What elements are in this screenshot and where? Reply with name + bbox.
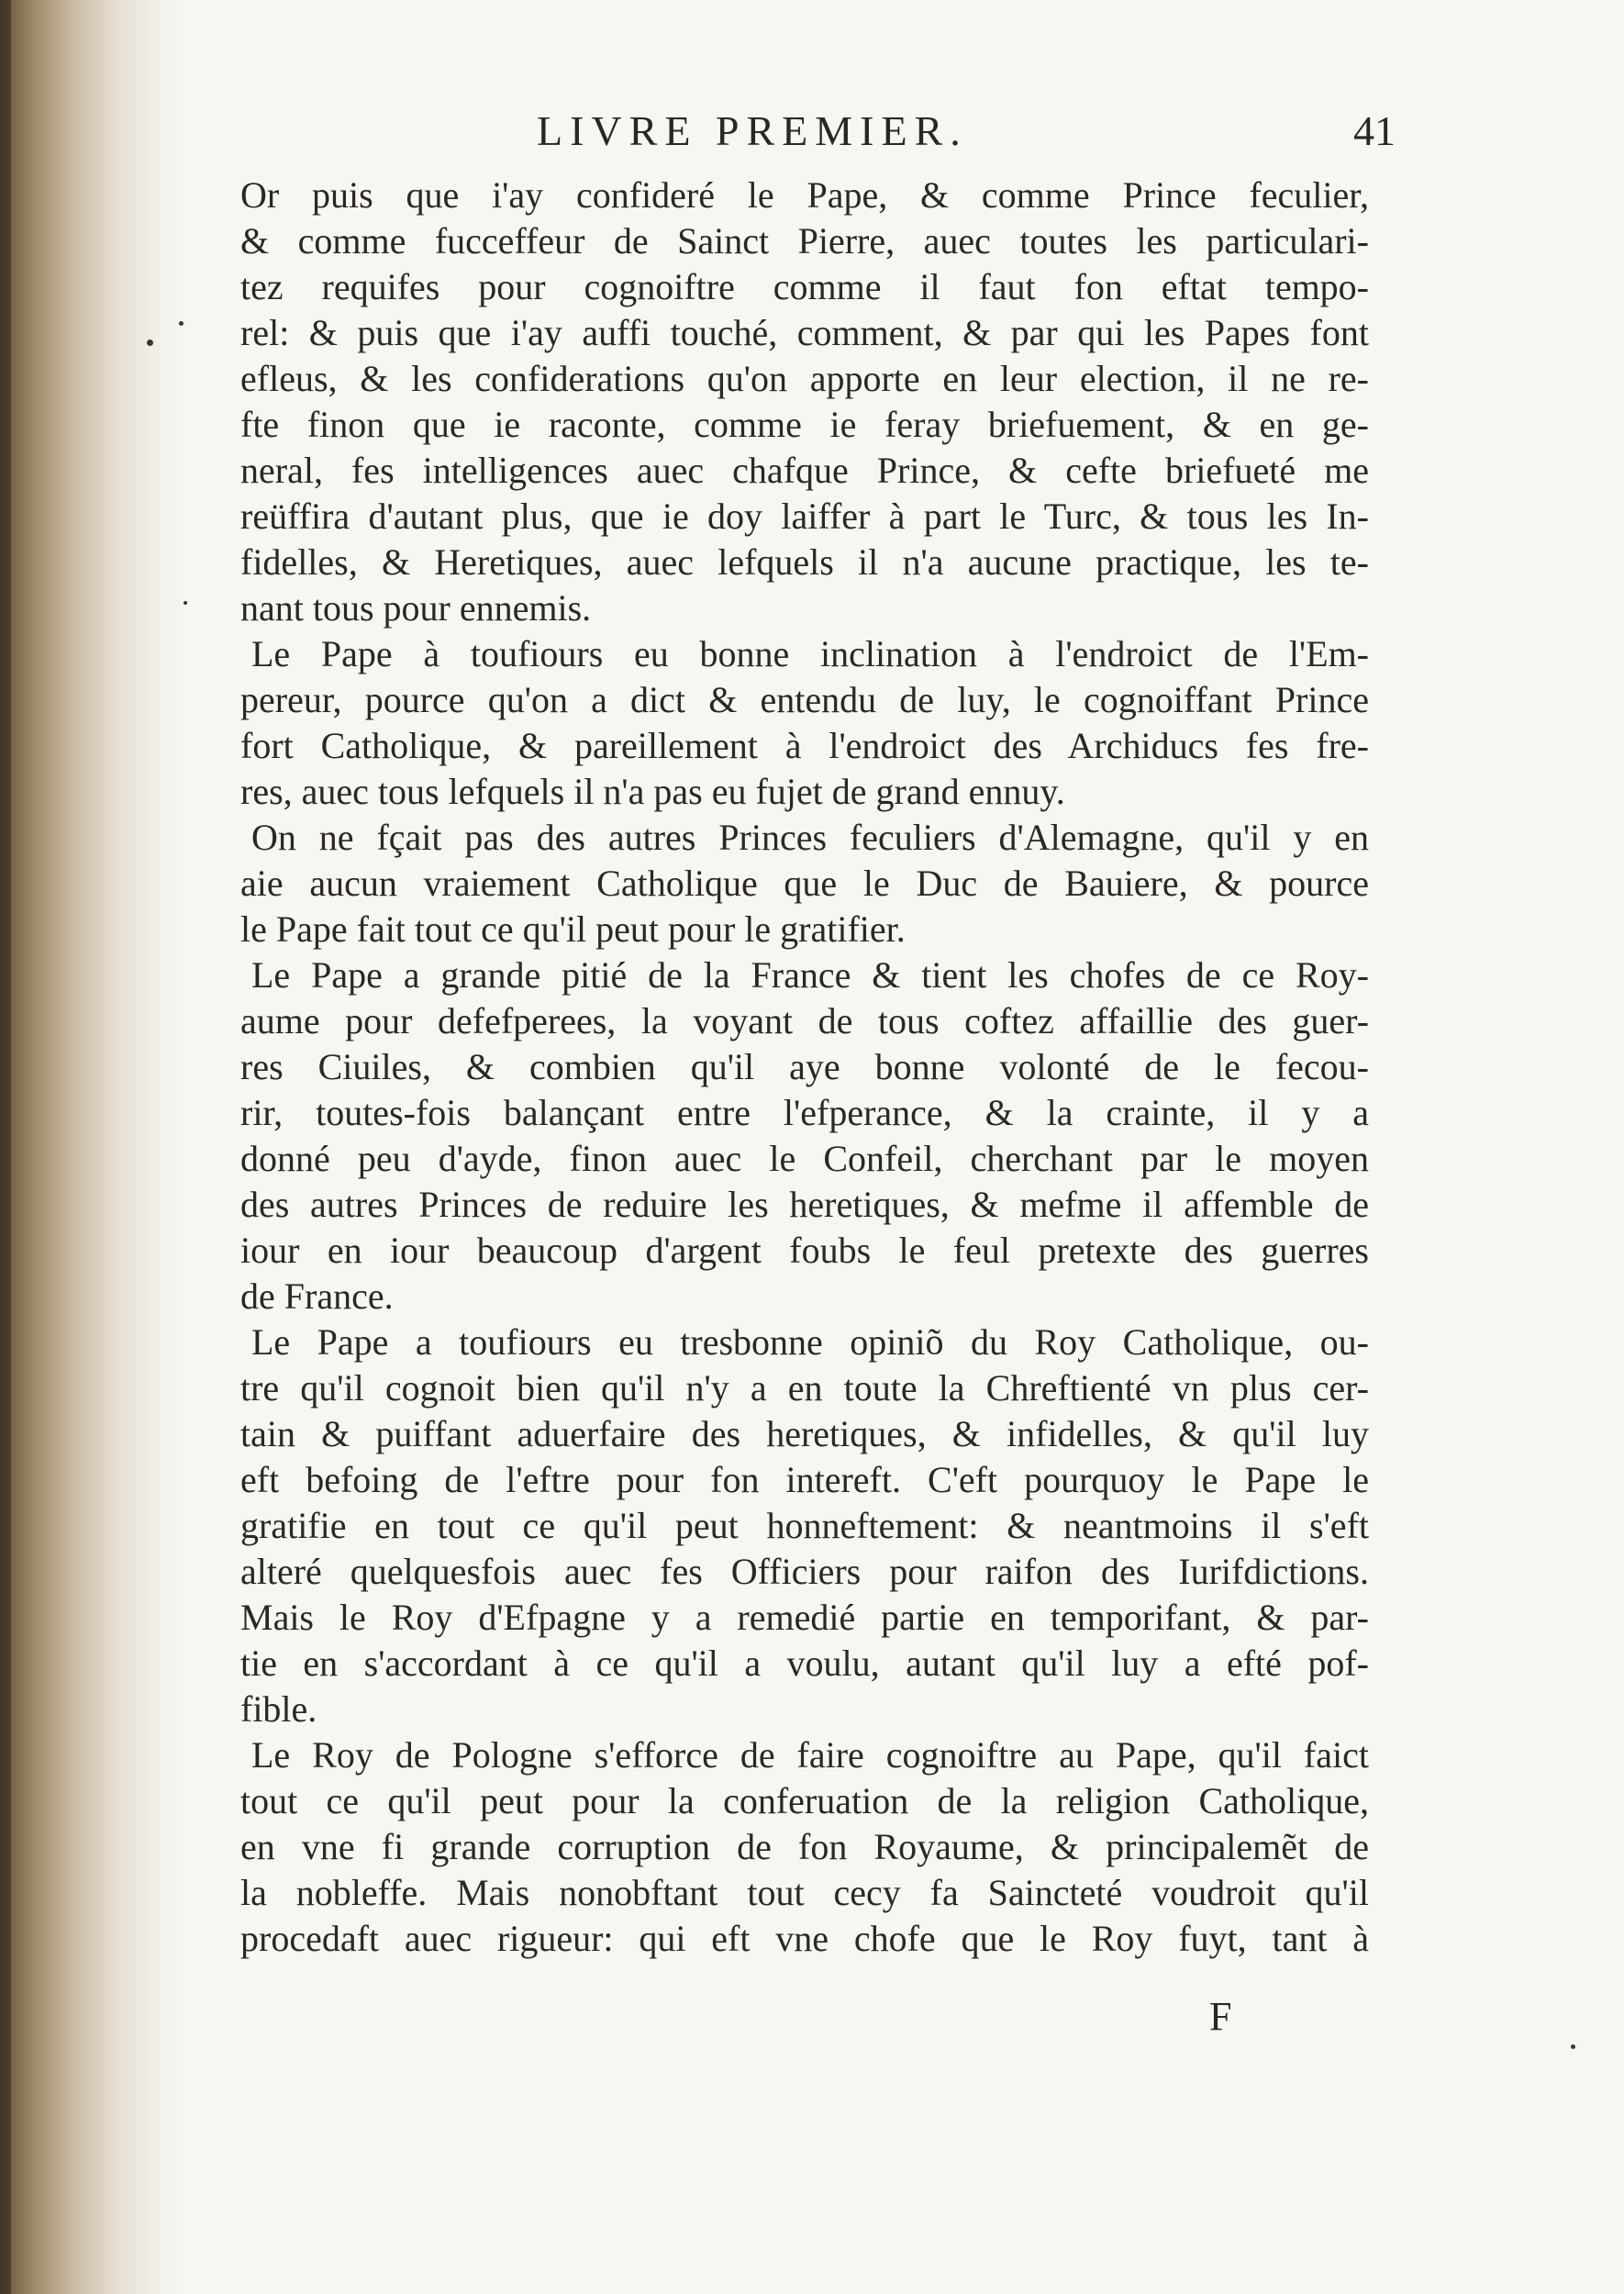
text-line: gratifie en tout ce qu'il peut honneftement: & neantmoins il s'eft <box>240 1505 1369 1546</box>
text-line: On ne fçait pas des autres Princes feculiers d'Alemagne, qu'il y en <box>251 817 1369 858</box>
text-line: rel: & puis que i'ay auffi touché, comment, & par qui les Papes font <box>240 312 1369 353</box>
text-line: efleus, & les confiderations qu'on apporte en leur election, il ne re- <box>240 358 1369 399</box>
text-line: procedaft auec rigueur: qui eft vne chofe que le Roy fuyt, tant à <box>240 1918 1369 1959</box>
text-line: fible. <box>240 1688 317 1730</box>
text-line: Or puis que i'ay confideré le Pape, & comme Prince feculier, <box>240 174 1369 216</box>
text-line: Le Pape a grande pitié de la France & tient les chofes de ce Roy- <box>251 954 1369 996</box>
binding-gutter <box>0 0 188 2294</box>
page-number: 41 <box>1353 107 1396 154</box>
text-line: fort Catholique, & pareillement à l'endroict des Archiducs fes fre- <box>240 725 1369 766</box>
text-line: Le Roy de Pologne s'efforce de faire cognoiftre au Pape, qu'il faict <box>251 1734 1369 1776</box>
text-line: aie aucun vraiement Catholique que le Duc de Bauiere, & pource <box>240 863 1369 904</box>
text-line: en vne fi grande corruption de fon Royaume, & principalemẽt de <box>240 1826 1369 1867</box>
text-line: res, auec tous lefquels il n'a pas eu fujet de grand ennuy. <box>240 771 1065 812</box>
text-line: Mais le Roy d'Efpagne y a remedié partie en temporifant, & par- <box>240 1597 1369 1638</box>
text-line: & comme fucceffeur de Sainct Pierre, auec toutes les particulari- <box>240 220 1369 262</box>
text-line: fidelles, & Heretiques, auec lefquels il n'a aucune practique, les te- <box>240 541 1369 583</box>
text-line: Le Pape à toufiours eu bonne inclination à l'endroict de l'Em- <box>251 633 1369 674</box>
text-line: tre qu'il cognoit bien qu'il n'y a en toute la Chreftienté vn plus cer- <box>240 1367 1369 1409</box>
text-line: iour en iour beaucoup d'argent foubs le feul pretexte des guerres <box>240 1230 1369 1271</box>
body-text <box>240 173 1369 1962</box>
text-line: le Pape fait tout ce qu'il peut pour le gratifier. <box>240 908 906 950</box>
text-line: tout ce qu'il peut pour la conferuation de la religion Catholique, <box>240 1780 1369 1821</box>
running-title: LIVRE PREMIER. <box>537 107 968 154</box>
text-line: de France. <box>240 1275 394 1317</box>
signature-mark: F <box>1209 1994 1232 2039</box>
ink-speck <box>1571 2044 1575 2049</box>
text-line: tez requifes pour cognoiftre comme il faut fon eftat tempo- <box>240 266 1369 307</box>
text-line: nant tous pour ennemis. <box>240 587 592 629</box>
text-line: res Ciuiles, & combien qu'il aye bonne volonté de le fecou- <box>240 1046 1369 1087</box>
text-line: rir, toutes-fois balançant entre l'efperance, & la crainte, il y a <box>240 1092 1369 1133</box>
ink-speck <box>184 601 187 605</box>
text-line: des autres Princes de reduire les heretiques, & mefme il affemble de <box>240 1184 1369 1225</box>
text-line: tain & puiffant aduerfaire des heretiques, & infidelles, & qu'il luy <box>240 1413 1369 1454</box>
text-line: pereur, pource qu'on a dict & entendu de luy, le cognoiffant Prince <box>240 679 1369 720</box>
ink-speck <box>179 321 184 326</box>
text-line: Le Pape a toufiours eu tresbonne opiniõ du Roy Catholique, ou- <box>251 1321 1369 1363</box>
text-line: aume pour defefperees, la voyant de tous coftez affaillie des guer- <box>240 1000 1369 1041</box>
text-line: reüffira d'autant plus, que ie doy laiffer à part le Turc, & tous les In- <box>240 496 1369 537</box>
page-edge <box>0 0 11 2294</box>
text-line: donné peu d'ayde, finon auec le Confeil, cherchant par le moyen <box>240 1138 1369 1179</box>
text-line: eft befoing de l'eftre pour fon intereft. C'eft pourquoy le Pape le <box>240 1459 1369 1500</box>
text-line: alteré quelquesfois auec fes Officiers pour raifon des Iurifdictions. <box>240 1551 1369 1592</box>
text-line: tie en s'accordant à ce qu'il a voulu, autant qu'il luy a efté pof- <box>240 1643 1369 1684</box>
text-line: fte finon que ie raconte, comme ie feray briefuement, & en ge- <box>240 404 1369 445</box>
ink-speck <box>147 340 153 346</box>
text-line: la nobleffe. Mais nonobftant tout cecy fa Saincteté voudroit qu'il <box>240 1872 1369 1913</box>
text-line: neral, fes intelligences auec chafque Prince, & cefte briefueté me <box>240 450 1369 491</box>
